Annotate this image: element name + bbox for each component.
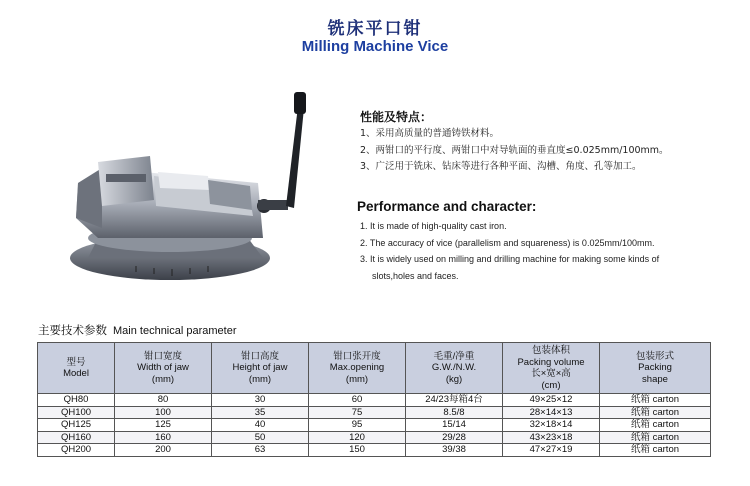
page-title-cn: 铣床平口钳 <box>327 19 423 39</box>
feature-cn-item: 2、两钳口的平行度、两钳口中对导轨面的垂直度≤0.025mm/100mm。 <box>360 144 669 156</box>
param-heading-cn: 主要技术参数 <box>38 323 107 337</box>
table-row: QH125 125 40 95 15/14 32×18×14 纸箱 carton <box>38 419 711 432</box>
features-list-en <box>360 218 720 284</box>
feature-en-item: 1. It is made of high-quality cast iron. <box>360 221 507 231</box>
spec-table <box>37 342 711 457</box>
col-header-max-opening: 钳口张开度 Max.opening (mm) <box>309 343 406 394</box>
table-row: QH200 200 63 150 39/38 47×27×19 纸箱 carton <box>38 444 711 457</box>
col-header-weight: 毛重/净重 G.W./N.W. (kg) <box>406 343 503 394</box>
vice-product-image <box>58 88 330 298</box>
col-header-packing-volume: 包装体积 Packing volume 长×宽×高 (cm) <box>503 343 600 394</box>
param-heading-en: Main technical parameter <box>113 325 237 337</box>
table-row: QH80 80 30 60 24/23每箱4台 49×25×12 纸箱 carton <box>38 394 711 407</box>
table-row: QH100 100 35 75 8.5/8 28×14×13 纸箱 carton <box>38 406 711 419</box>
features-list-cn <box>360 126 669 176</box>
page-title-en: Milling Machine Vice <box>301 38 449 55</box>
table-row: QH160 160 50 120 29/28 43×23×18 纸箱 carton <box>38 431 711 444</box>
features-heading-en: Performance and character: <box>357 199 537 214</box>
features-heading-cn: 性能及特点： <box>360 110 433 124</box>
feature-en-item: 2. The accuracy of vice (parallelism and squareness) is 0.025mm/100mm. <box>360 237 655 248</box>
col-header-packing-shape: 包装形式 Packing shape <box>600 343 711 394</box>
feature-cn-item: 1、采用高质量的普通铸铁材料。 <box>360 128 500 139</box>
col-header-jaw-height: 钳口高度 Height of jaw (mm) <box>212 343 309 394</box>
col-header-model: 型号 Model <box>38 343 115 394</box>
param-heading <box>38 322 237 338</box>
feature-en-item: 3. It is widely used on milling and drilling machine for making some kinds of <box>360 254 660 264</box>
feature-en-item-cont: slots,holes and faces. <box>372 270 459 281</box>
feature-cn-item: 3、广泛用于铣床、钻床等进行各种平面、沟槽、角度、孔等加工。 <box>360 161 642 172</box>
col-header-jaw-width: 钳口宽度 Width of jaw (mm) <box>115 343 212 394</box>
